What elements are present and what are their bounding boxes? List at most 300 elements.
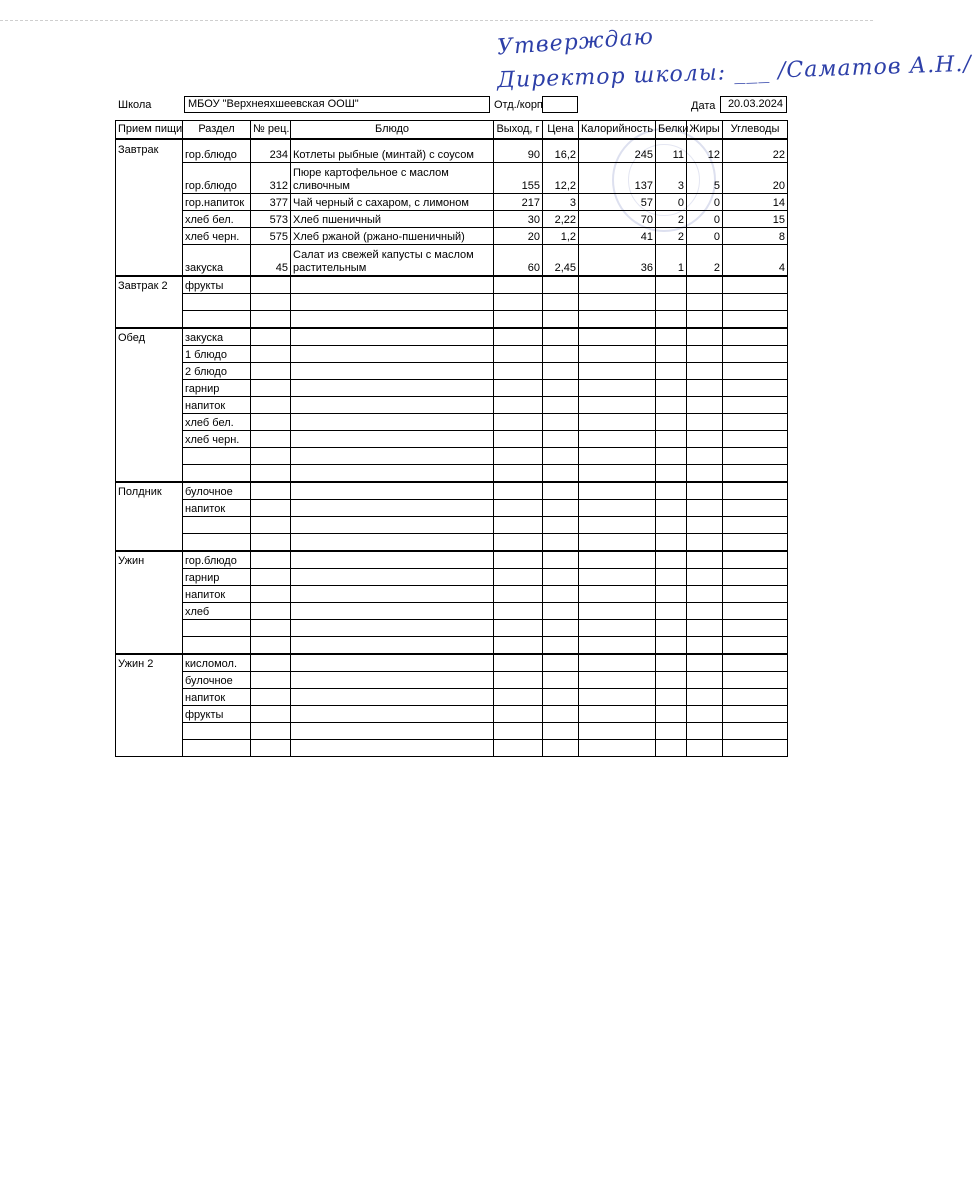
price-cell: [543, 706, 579, 723]
table-row: [116, 294, 788, 311]
table-row: [116, 672, 788, 689]
fat-cell: [687, 706, 723, 723]
protein-cell: [656, 534, 687, 552]
recipe-cell: [251, 363, 291, 380]
output-cell: [494, 482, 543, 500]
calories-cell: [579, 500, 656, 517]
dish-cell: [291, 620, 494, 637]
date-field: 20.03.2024: [720, 96, 787, 113]
recipe-cell: [251, 689, 291, 706]
approval-handwritten-line1: Утверждаю: [496, 24, 655, 61]
dish-cell: [291, 414, 494, 431]
price-cell: [543, 363, 579, 380]
recipe-cell: 377: [251, 194, 291, 211]
dish-cell: [291, 551, 494, 569]
column-header: Цена: [543, 121, 579, 140]
section-cell: хлеб черн.: [183, 431, 251, 448]
price-cell: [543, 414, 579, 431]
price-cell: [543, 328, 579, 346]
price-cell: 12,2: [543, 163, 579, 194]
carbs-cell: [723, 294, 788, 311]
recipe-cell: [251, 569, 291, 586]
dish-cell: Хлеб пшеничный: [291, 211, 494, 228]
section-cell: гор.напиток: [183, 194, 251, 211]
table-row: [116, 637, 788, 655]
section-cell: хлеб черн.: [183, 228, 251, 245]
section-cell: напиток: [183, 397, 251, 414]
price-cell: [543, 500, 579, 517]
output-cell: [494, 328, 543, 346]
dish-cell: Котлеты рыбные (минтай) с соусом: [291, 139, 494, 163]
dish-cell: Салат из свежей капусты с маслом растительным: [291, 245, 494, 277]
fat-cell: [687, 482, 723, 500]
table-row: [116, 380, 788, 397]
table-row: [116, 228, 788, 245]
output-cell: [494, 569, 543, 586]
price-cell: 1,2: [543, 228, 579, 245]
dish-cell: [291, 431, 494, 448]
carbs-cell: [723, 448, 788, 465]
carbs-cell: [723, 620, 788, 637]
fat-cell: [687, 740, 723, 757]
protein-cell: [656, 465, 687, 483]
carbs-cell: [723, 689, 788, 706]
table-row: [116, 276, 788, 294]
school-label: Школа: [118, 99, 152, 111]
approval-handwritten-line2: Директор школы: ___ /Саматов А.Н./: [496, 51, 972, 94]
table-row: [116, 500, 788, 517]
protein-cell: [656, 689, 687, 706]
carbs-cell: 14: [723, 194, 788, 211]
output-cell: [494, 363, 543, 380]
meal-name: Ужин: [116, 551, 183, 654]
carbs-cell: [723, 637, 788, 655]
output-cell: [494, 672, 543, 689]
calories-cell: 57: [579, 194, 656, 211]
price-cell: [543, 551, 579, 569]
calories-cell: [579, 586, 656, 603]
protein-cell: [656, 311, 687, 329]
output-cell: [494, 517, 543, 534]
fat-cell: [687, 414, 723, 431]
section-cell: хлеб бел.: [183, 211, 251, 228]
protein-cell: [656, 620, 687, 637]
calories-cell: [579, 517, 656, 534]
carbs-cell: [723, 328, 788, 346]
recipe-cell: [251, 517, 291, 534]
output-cell: [494, 414, 543, 431]
section-cell: 1 блюдо: [183, 346, 251, 363]
table-row: [116, 311, 788, 329]
recipe-cell: [251, 482, 291, 500]
page-top-rule: [0, 20, 873, 21]
meal-name: Полдник: [116, 482, 183, 551]
protein-cell: [656, 500, 687, 517]
section-cell: гарнир: [183, 380, 251, 397]
section-cell: гор.блюдо: [183, 551, 251, 569]
table-row: [116, 414, 788, 431]
fat-cell: [687, 311, 723, 329]
table-row: [116, 569, 788, 586]
dish-cell: [291, 740, 494, 757]
price-cell: [543, 654, 579, 672]
protein-cell: [656, 551, 687, 569]
fat-cell: [687, 328, 723, 346]
fat-cell: [687, 569, 723, 586]
calories-cell: [579, 740, 656, 757]
section-cell: [183, 534, 251, 552]
recipe-cell: [251, 637, 291, 655]
section-cell: [183, 740, 251, 757]
recipe-cell: [251, 620, 291, 637]
price-cell: [543, 397, 579, 414]
fat-cell: 0: [687, 194, 723, 211]
dish-cell: [291, 328, 494, 346]
table-row: [116, 194, 788, 211]
calories-cell: [579, 551, 656, 569]
fat-cell: 5: [687, 163, 723, 194]
table-row: [116, 534, 788, 552]
table-header-row: [116, 121, 788, 140]
dish-cell: [291, 586, 494, 603]
calories-cell: 36: [579, 245, 656, 277]
calories-cell: 245: [579, 139, 656, 163]
section-cell: гор.блюдо: [183, 139, 251, 163]
section-cell: хлеб: [183, 603, 251, 620]
output-cell: 155: [494, 163, 543, 194]
table-row: [116, 139, 788, 163]
protein-cell: [656, 706, 687, 723]
price-cell: [543, 448, 579, 465]
table-row: [116, 482, 788, 500]
fat-cell: [687, 276, 723, 294]
meal-name: Завтрак 2: [116, 276, 183, 328]
protein-cell: [656, 431, 687, 448]
table-row: [116, 706, 788, 723]
output-cell: [494, 294, 543, 311]
price-cell: [543, 534, 579, 552]
output-cell: [494, 534, 543, 552]
output-cell: 30: [494, 211, 543, 228]
dish-cell: [291, 363, 494, 380]
table-row: [116, 363, 788, 380]
fat-cell: [687, 637, 723, 655]
table-row: [116, 586, 788, 603]
fat-cell: [687, 465, 723, 483]
section-cell: гарнир: [183, 569, 251, 586]
output-cell: [494, 500, 543, 517]
output-cell: [494, 380, 543, 397]
dish-cell: [291, 672, 494, 689]
carbs-cell: [723, 603, 788, 620]
carbs-cell: [723, 276, 788, 294]
output-cell: [494, 397, 543, 414]
table-row: [116, 517, 788, 534]
protein-cell: [656, 569, 687, 586]
dish-cell: [291, 311, 494, 329]
column-header: Калорийность: [579, 121, 656, 140]
price-cell: [543, 637, 579, 655]
price-cell: 2,22: [543, 211, 579, 228]
recipe-cell: 45: [251, 245, 291, 277]
dept-label: Отд./корп: [494, 99, 543, 111]
section-cell: [183, 311, 251, 329]
dish-cell: [291, 346, 494, 363]
section-cell: хлеб бел.: [183, 414, 251, 431]
column-header: № рец.: [251, 121, 291, 140]
dish-cell: [291, 706, 494, 723]
output-cell: [494, 465, 543, 483]
section-cell: напиток: [183, 586, 251, 603]
table-row: [116, 551, 788, 569]
carbs-cell: 22: [723, 139, 788, 163]
output-cell: [494, 706, 543, 723]
output-cell: [494, 311, 543, 329]
recipe-cell: [251, 534, 291, 552]
table-row: [116, 211, 788, 228]
table-row: [116, 740, 788, 757]
output-cell: [494, 276, 543, 294]
fat-cell: [687, 723, 723, 740]
price-cell: [543, 672, 579, 689]
price-cell: [543, 482, 579, 500]
dish-cell: Хлеб ржаной (ржано-пшеничный): [291, 228, 494, 245]
fat-cell: [687, 500, 723, 517]
calories-cell: [579, 431, 656, 448]
section-cell: [183, 517, 251, 534]
recipe-cell: [251, 448, 291, 465]
calories-cell: [579, 654, 656, 672]
output-cell: 20: [494, 228, 543, 245]
fat-cell: [687, 397, 723, 414]
carbs-cell: [723, 672, 788, 689]
price-cell: [543, 465, 579, 483]
fat-cell: [687, 534, 723, 552]
recipe-cell: [251, 672, 291, 689]
carbs-cell: [723, 414, 788, 431]
output-cell: [494, 637, 543, 655]
protein-cell: 11: [656, 139, 687, 163]
recipe-cell: [251, 414, 291, 431]
section-cell: [183, 465, 251, 483]
dish-cell: [291, 637, 494, 655]
output-cell: 60: [494, 245, 543, 277]
date-label: Дата: [691, 100, 716, 112]
calories-cell: [579, 448, 656, 465]
calories-cell: [579, 620, 656, 637]
price-cell: 3: [543, 194, 579, 211]
protein-cell: [656, 586, 687, 603]
protein-cell: [656, 380, 687, 397]
recipe-cell: [251, 397, 291, 414]
calories-cell: [579, 706, 656, 723]
price-cell: [543, 431, 579, 448]
recipe-cell: 312: [251, 163, 291, 194]
table-row: [116, 603, 788, 620]
carbs-cell: [723, 465, 788, 483]
fat-cell: 2: [687, 245, 723, 277]
dish-cell: [291, 500, 494, 517]
fat-cell: 0: [687, 228, 723, 245]
recipe-cell: [251, 551, 291, 569]
recipe-cell: [251, 654, 291, 672]
section-cell: кисломол.: [183, 654, 251, 672]
table-row: [116, 620, 788, 637]
output-cell: [494, 586, 543, 603]
carbs-cell: [723, 431, 788, 448]
fat-cell: 0: [687, 211, 723, 228]
dish-cell: Чай черный с сахаром, с лимоном: [291, 194, 494, 211]
calories-cell: [579, 603, 656, 620]
carbs-cell: [723, 586, 788, 603]
meal-name: Завтрак: [116, 139, 183, 276]
calories-cell: [579, 346, 656, 363]
fat-cell: [687, 363, 723, 380]
recipe-cell: [251, 276, 291, 294]
calories-cell: [579, 465, 656, 483]
fat-cell: [687, 294, 723, 311]
price-cell: [543, 689, 579, 706]
protein-cell: [656, 482, 687, 500]
dept-field: [542, 96, 578, 113]
section-cell: закуска: [183, 328, 251, 346]
fat-cell: [687, 380, 723, 397]
carbs-cell: [723, 500, 788, 517]
output-cell: [494, 603, 543, 620]
price-cell: [543, 276, 579, 294]
price-cell: [543, 620, 579, 637]
protein-cell: [656, 346, 687, 363]
calories-cell: [579, 534, 656, 552]
price-cell: [543, 346, 579, 363]
table-row: [116, 465, 788, 483]
protein-cell: 2: [656, 228, 687, 245]
recipe-cell: [251, 706, 291, 723]
calories-cell: [579, 569, 656, 586]
calories-cell: [579, 689, 656, 706]
section-cell: 2 блюдо: [183, 363, 251, 380]
section-cell: фрукты: [183, 706, 251, 723]
column-header: Блюдо: [291, 121, 494, 140]
output-cell: 90: [494, 139, 543, 163]
section-cell: [183, 637, 251, 655]
table-row: [116, 723, 788, 740]
calories-cell: [579, 311, 656, 329]
output-cell: [494, 448, 543, 465]
table-row: [116, 448, 788, 465]
output-cell: [494, 620, 543, 637]
recipe-cell: 573: [251, 211, 291, 228]
carbs-cell: [723, 569, 788, 586]
output-cell: [494, 551, 543, 569]
column-header: Углеводы: [723, 121, 788, 140]
dish-cell: [291, 448, 494, 465]
section-cell: [183, 723, 251, 740]
meal-name: Ужин 2: [116, 654, 183, 757]
section-cell: [183, 294, 251, 311]
dish-cell: [291, 397, 494, 414]
calories-cell: [579, 380, 656, 397]
output-cell: [494, 431, 543, 448]
protein-cell: [656, 363, 687, 380]
recipe-cell: [251, 346, 291, 363]
fat-cell: [687, 672, 723, 689]
dish-cell: [291, 654, 494, 672]
fat-cell: [687, 689, 723, 706]
recipe-cell: [251, 723, 291, 740]
output-cell: [494, 740, 543, 757]
carbs-cell: [723, 534, 788, 552]
carbs-cell: 4: [723, 245, 788, 277]
dish-cell: [291, 534, 494, 552]
calories-cell: [579, 414, 656, 431]
price-cell: [543, 294, 579, 311]
carbs-cell: [723, 551, 788, 569]
carbs-cell: 15: [723, 211, 788, 228]
fat-cell: 12: [687, 139, 723, 163]
school-name-field: МБОУ "Верхнеяхшеевская ООШ": [184, 96, 490, 113]
output-cell: [494, 654, 543, 672]
calories-cell: [579, 672, 656, 689]
recipe-cell: [251, 380, 291, 397]
carbs-cell: [723, 380, 788, 397]
price-cell: [543, 517, 579, 534]
protein-cell: [656, 397, 687, 414]
recipe-cell: [251, 586, 291, 603]
dish-cell: [291, 465, 494, 483]
fat-cell: [687, 603, 723, 620]
calories-cell: [579, 397, 656, 414]
output-cell: [494, 689, 543, 706]
carbs-cell: [723, 706, 788, 723]
column-header: Раздел: [183, 121, 251, 140]
section-cell: булочное: [183, 482, 251, 500]
protein-cell: [656, 637, 687, 655]
dish-cell: [291, 380, 494, 397]
recipe-cell: [251, 465, 291, 483]
dish-cell: [291, 603, 494, 620]
carbs-cell: [723, 311, 788, 329]
recipe-cell: [251, 328, 291, 346]
calories-cell: [579, 363, 656, 380]
recipe-cell: [251, 500, 291, 517]
output-cell: [494, 346, 543, 363]
meal-name: Обед: [116, 328, 183, 482]
protein-cell: 0: [656, 194, 687, 211]
recipe-cell: [251, 311, 291, 329]
section-cell: напиток: [183, 500, 251, 517]
carbs-cell: [723, 723, 788, 740]
protein-cell: [656, 276, 687, 294]
price-cell: 16,2: [543, 139, 579, 163]
recipe-cell: [251, 431, 291, 448]
carbs-cell: 8: [723, 228, 788, 245]
calories-cell: 137: [579, 163, 656, 194]
recipe-cell: [251, 294, 291, 311]
recipe-cell: 575: [251, 228, 291, 245]
price-cell: [543, 586, 579, 603]
column-header: Белки: [656, 121, 687, 140]
table-row: [116, 397, 788, 414]
carbs-cell: [723, 397, 788, 414]
calories-cell: [579, 637, 656, 655]
calories-cell: [579, 328, 656, 346]
protein-cell: 2: [656, 211, 687, 228]
section-cell: закуска: [183, 245, 251, 277]
price-cell: [543, 569, 579, 586]
section-cell: булочное: [183, 672, 251, 689]
calories-cell: [579, 723, 656, 740]
